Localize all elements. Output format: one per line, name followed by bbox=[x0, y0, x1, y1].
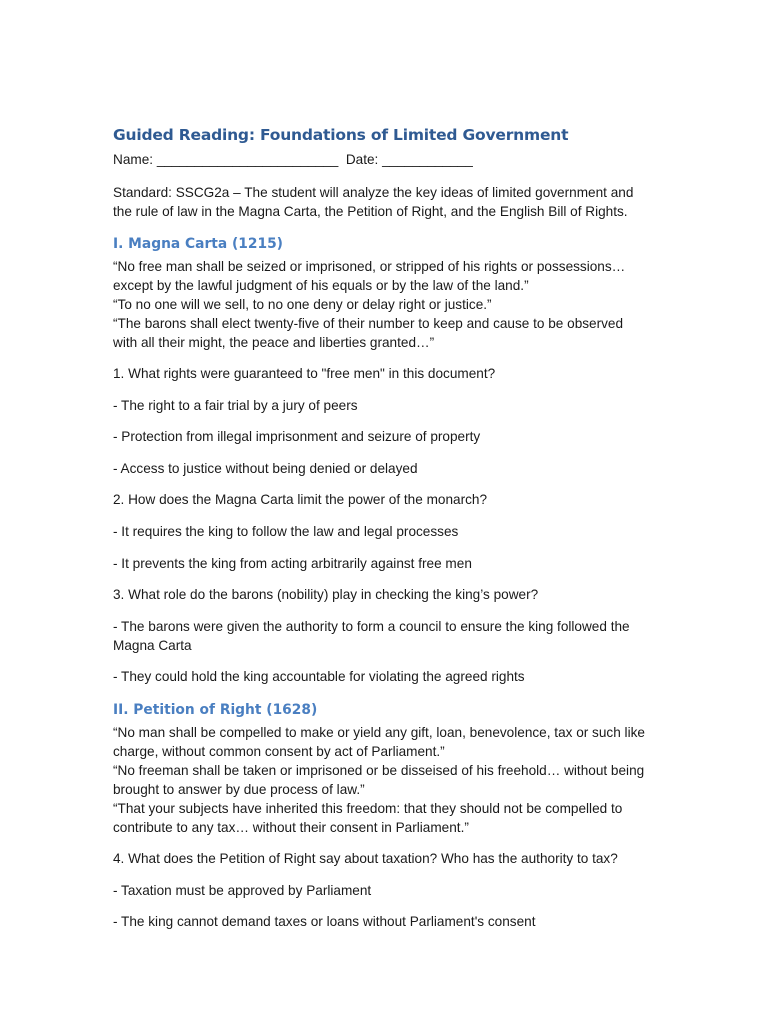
question-2: 2. How does the Magna Carta limit the power of the monarch? bbox=[113, 492, 488, 508]
answer-item: - Access to justice without being denied or delayed bbox=[113, 460, 418, 476]
answer-item: - It requires the king to follow the law and legal processes bbox=[113, 523, 459, 539]
answer-line: - The barons were given the authority to form a council to ensure the king followed the bbox=[113, 618, 630, 634]
section-heading-petition-of-right: II. Petition of Right (1628) bbox=[113, 701, 318, 718]
quote-line: charge, without common consent by act of Parliament.” bbox=[113, 743, 445, 759]
answer-line: Magna Carta bbox=[113, 637, 192, 653]
petition-of-right-quotes bbox=[113, 723, 668, 837]
quote-line: “No freeman shall be taken or imprisoned or be disseised of his freehold… without being bbox=[113, 762, 645, 778]
standard-statement bbox=[113, 183, 668, 221]
quote-line: brought to answer by due process of law.” bbox=[113, 781, 365, 797]
question-1: 1. What rights were guaranteed to "free men" in this document? bbox=[113, 366, 496, 381]
section-heading-magna-carta: I. Magna Carta (1215) bbox=[113, 236, 283, 252]
answer-item: - It prevents the king from acting arbitrarily against free men bbox=[113, 555, 472, 571]
answer-item: - The king cannot demand taxes or loans without Parliament's consent bbox=[113, 914, 536, 930]
magna-carta-quotes bbox=[113, 257, 668, 352]
standard-line: the rule of law in the Magna Carta, the Petition of Right, and the English Bill of Rights. bbox=[113, 204, 628, 219]
standard-line: Standard: SSCG2a – The student will analyze the key ideas of limited government and bbox=[113, 185, 634, 200]
answer-item: - Taxation must be approved by Parliament bbox=[113, 882, 372, 898]
quote-line: with all their might, the peace and liberties granted…” bbox=[113, 335, 435, 350]
quote-line: contribute to any tax… without their consent in Parliament.” bbox=[113, 819, 469, 835]
question-3: 3. What role do the barons (nobility) play in checking the king’s power? bbox=[113, 587, 539, 603]
name-date-line: Name: ________________________ Date: ____________ bbox=[113, 152, 473, 167]
answer-item: - Protection from illegal imprisonment and seizure of property bbox=[113, 429, 481, 445]
quote-line: “No man shall be compelled to make or yield any gift, loan, benevolence, tax or such like bbox=[113, 724, 645, 740]
answer-item: - They could hold the king accountable for violating the agreed rights bbox=[113, 669, 525, 685]
answer-item bbox=[113, 617, 668, 655]
document-title: Guided Reading: Foundations of Limited Government bbox=[113, 126, 569, 144]
quote-line: “That your subjects have inherited this freedom: that they should not be compelled to bbox=[113, 800, 623, 816]
quote-line: “The barons shall elect twenty-five of their number to keep and cause to be observed bbox=[113, 316, 624, 331]
quote-line: “No free man shall be seized or imprisoned, or stripped of his rights or possessions… bbox=[113, 259, 626, 274]
question-4: 4. What does the Petition of Right say about taxation? Who has the authority to tax? bbox=[113, 850, 618, 866]
quote-line: except by the lawful judgment of his equals or by the law of the land.” bbox=[113, 278, 529, 293]
answer-item: - The right to a fair trial by a jury of peers bbox=[113, 397, 358, 413]
quote-line: “To no one will we sell, to no one deny or delay right or justice.” bbox=[113, 297, 492, 312]
